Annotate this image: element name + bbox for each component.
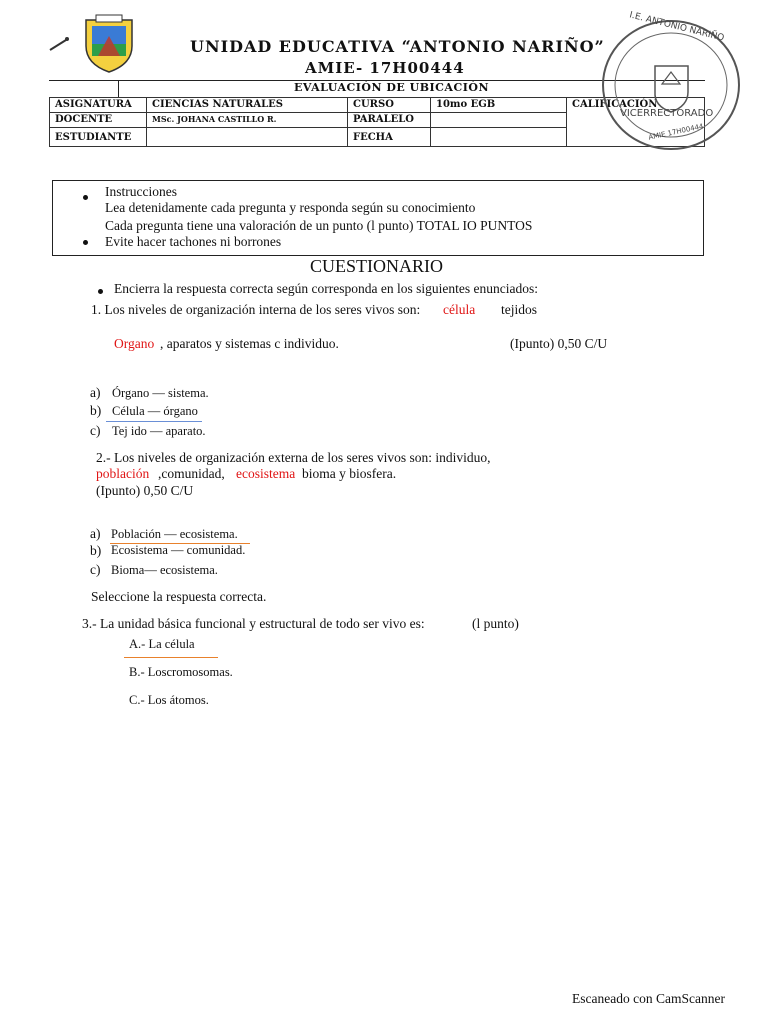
- q2-text-rest: bioma y biosfera.: [302, 466, 397, 481]
- q1-text-tejidos: tejidos: [501, 302, 537, 317]
- school-crest-logo: [78, 12, 140, 74]
- q1-option-text[interactable]: Célula — órgano: [112, 404, 198, 418]
- q1-text-rest: , aparatos y sistemas c individuo.: [160, 336, 339, 351]
- q2-option-text[interactable]: Bioma— ecosistema.: [111, 563, 218, 577]
- q3-text: 3.- La unidad básica funcional y estructural de todo ser vivo es:: [82, 616, 425, 631]
- q2-text: 2.- Los niveles de organización externa de los seres vivos son: individuo,: [96, 450, 491, 465]
- q3-option[interactable]: C.- Los átomos.: [129, 693, 209, 707]
- seal-text-top: I.E. ANTONIO NARIÑO: [628, 10, 726, 44]
- q2-option-text[interactable]: Población — ecosistema.: [111, 527, 238, 541]
- q3-points: (l punto): [472, 616, 519, 631]
- q2-option-letter: c): [90, 562, 101, 577]
- select-directive: Seleccione la respuesta correcta.: [91, 589, 267, 604]
- asignatura-label: ASIGNATURA: [50, 98, 147, 113]
- q1-answer-celula: célula: [443, 302, 476, 317]
- q2-answer-poblacion: población: [96, 466, 150, 481]
- curso-value: 10mo EGB: [431, 98, 567, 113]
- instruction-line-2: Cada pregunta tiene una valoración de un punto (l punto) TOTAL IO PUNTOS: [105, 218, 533, 233]
- instructions-box: [52, 180, 704, 256]
- bullet-icon: [83, 195, 88, 200]
- bullet-icon: [98, 289, 103, 294]
- camscanner-footer: Escaneado con CamScanner: [572, 991, 725, 1006]
- pen-mark: [48, 36, 70, 52]
- amie-code: AMIE- 17H00444: [305, 59, 465, 77]
- fecha-value[interactable]: [431, 128, 567, 147]
- paralelo-label: PARALELO: [348, 113, 431, 128]
- q1-answer-organo: Organo: [114, 336, 155, 351]
- docente-value: MSc. JOHANA CASTILLO R.: [147, 113, 348, 128]
- q2-option-text[interactable]: Ecosistema — comunidad.: [111, 543, 246, 557]
- q2-option-letter: b): [90, 543, 102, 558]
- q2-text-comunidad: ,comunidad,: [158, 466, 225, 481]
- q1-option-letter: a): [90, 385, 101, 400]
- instructions-title: Instrucciones: [105, 184, 177, 199]
- instruction-line-3: Evite hacer tachones ni borrones: [105, 234, 282, 249]
- q1-option-text[interactable]: Tej ido — aparato.: [112, 424, 206, 438]
- docente-label: DOCENTE: [50, 113, 147, 128]
- estudiante-label: ESTUDIANTE: [50, 128, 147, 147]
- q2-option-letter: a): [90, 526, 101, 541]
- q1-points: (Ipunto) 0,50 C/U: [510, 336, 608, 351]
- q3-option[interactable]: A.- La célula: [129, 637, 195, 651]
- calificacion-label: CALIFICACIÓN: [567, 98, 705, 147]
- evaluation-title: EVALUACIÓN DE UBICACIÓN: [294, 81, 490, 94]
- header-divider: [118, 80, 119, 97]
- q3-option[interactable]: B.- Loscromosomas.: [129, 665, 233, 679]
- school-name: UNIDAD EDUCATIVA “ANTONIO NARIÑO”: [190, 37, 605, 56]
- estudiante-value[interactable]: [147, 128, 348, 147]
- bullet-icon: [83, 240, 88, 245]
- seal-text-middle: VICERRECTORADO: [620, 108, 714, 119]
- paralelo-value[interactable]: [431, 113, 567, 128]
- fecha-label: FECHA: [348, 128, 431, 147]
- asignatura-value: CIENCIAS NATURALES: [147, 98, 348, 113]
- questionnaire-title: CUESTIONARIO: [310, 256, 443, 276]
- seal-text-bottom: AMIE 17H00444: [647, 122, 705, 142]
- q2-points: (Ipunto) 0,50 C/U: [96, 483, 194, 498]
- curso-label: CURSO: [348, 98, 431, 113]
- q1-text: 1. Los niveles de organización interna de los seres vivos son:: [91, 302, 421, 317]
- selection-underline: [106, 421, 202, 422]
- instruction-line-1: Lea detenidamente cada pregunta y responda según su conocimiento: [105, 200, 476, 215]
- q1-option-letter: c): [90, 423, 101, 438]
- q1-option-letter: b): [90, 403, 102, 418]
- directive-text: Encierra la respuesta correcta según corresponda en los siguientes enunciados:: [114, 281, 538, 296]
- q1-option-text[interactable]: Órgano — sistema.: [112, 386, 209, 400]
- q2-answer-ecosistema: ecosistema: [236, 466, 296, 481]
- selection-underline: [124, 657, 218, 658]
